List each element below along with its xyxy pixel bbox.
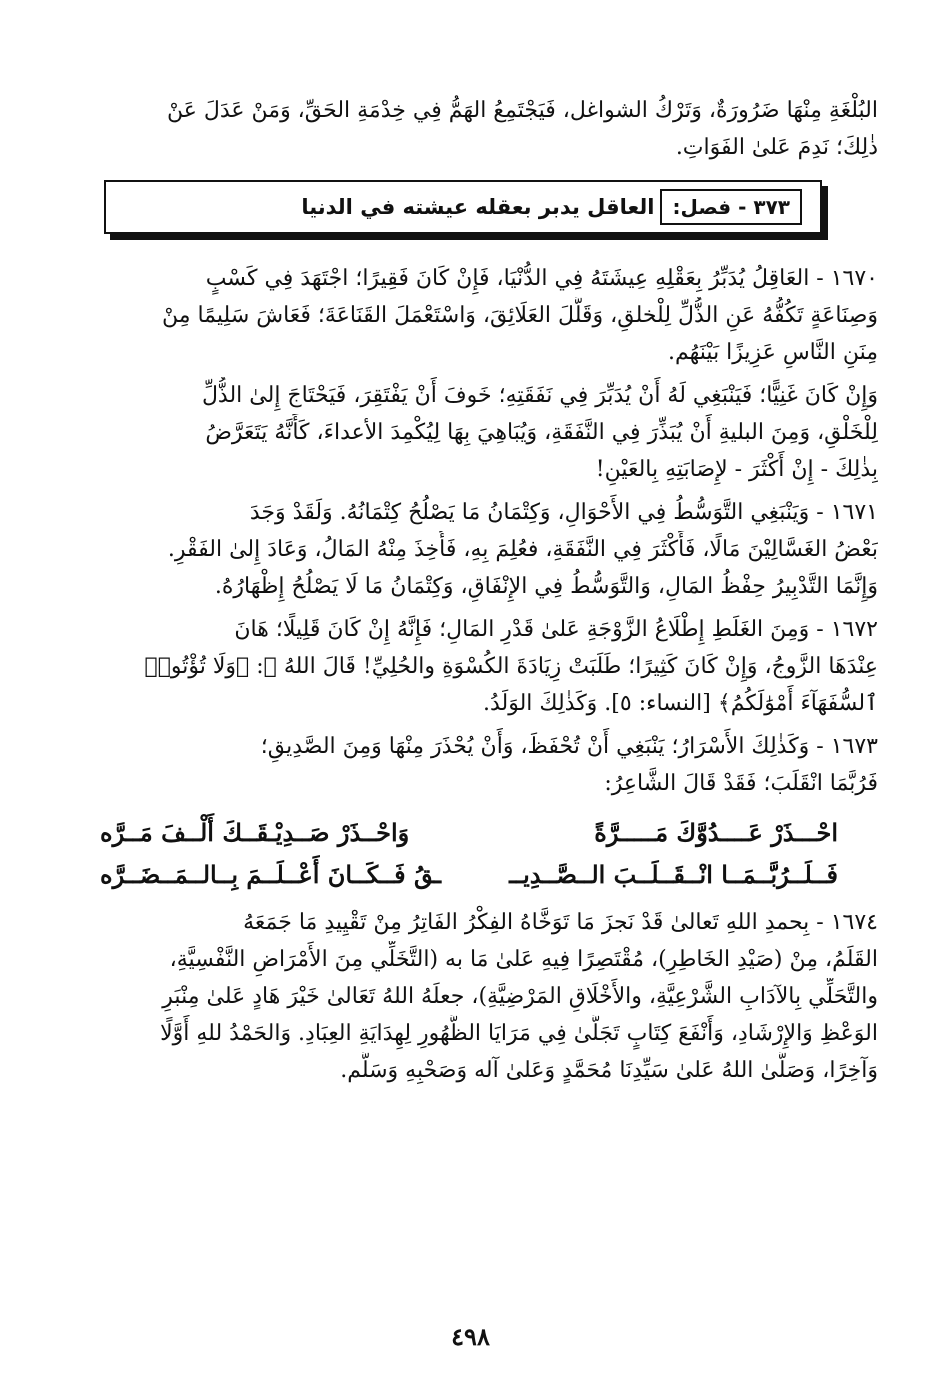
text-line: بَعْضُ الغَسَّالِيْنَ مَالًا، فَأَكْثَرَ فِي النَّفَقَةِ، فعُلِمَ بِهِ، فَأُخِذَ مِنْهُ المَالُ، وَعَادَ إِلىٰ الفَقْرِ. bbox=[167, 537, 878, 562]
poem-verse bbox=[60, 854, 878, 896]
text-line: ١٦٧٤ - بِحمدِ اللهِ تَعالىٰ قَدْ نَجزَ مَا تَوَخَّاهُ الفِكْرُ الفَاتِرُ مِنْ تَقْيِيدِ مَا جَمَعَهُ bbox=[243, 910, 878, 935]
poem-verse bbox=[60, 812, 878, 854]
text-line: وَصِنَاعَةٍ تَكُفُّهُ عَنِ الذُّلِّ لِلْخلقِ، وَقَلَّلَ العَلَائِقَ، وَاسْتَعْمَلَ القَنَاعَةَ؛ فَعَاشَ سَلِيمًا مِنْ bbox=[161, 303, 878, 328]
text-line: الوَعْظِ وَالإِرْشَادِ، وَأَنْفَعَ كِتَابٍ تَجَلَّىٰ فِي مَرَايَا الظُّهُورِ لِهِدَايَةِ العِبَادِ. وَالحَمْدُ للهِ أَوَّلًا bbox=[160, 1021, 878, 1046]
text-line: وَآخِرًا، وَصَلَّىٰ اللهُ عَلىٰ سَيِّدِنَا مُحَمَّدٍ وَعَلىٰ آله وَصَحْبِهِ وَسَلَّم. bbox=[340, 1058, 878, 1083]
text-line: القَلَمُ، مِنْ (صَيْدِ الخَاطِرِ)، مُقْتَصِرًا فِيهِ عَلىٰ مَا به (التَّخَلِّي مِنَ الأَمْرَاضِ النَّفْسِيَّةِ، bbox=[169, 947, 878, 972]
paragraph-rich bbox=[60, 377, 878, 488]
poem-hemistich-first: احْـــذَرْ عَــــدُوَّكَ مَـــــرَّةً bbox=[594, 818, 838, 847]
poem-hemistich-second: ـقُ فَــكَــانَ أَعْــلَــمَ بِــالــمَــضَــرَّه bbox=[100, 860, 441, 889]
text-line: وَإِنَّمَا التَّدْبِيرُ حِفْظُ المَالِ، وَالتَّوَسُّطُ فِي الإِنْفَاقِ، وَكِتْمَانُ مَا لَا يَصْلُحُ إِظْهَارُهُ. bbox=[214, 574, 878, 599]
paragraph-1671 bbox=[60, 494, 878, 605]
text-line: لِلْخَلْقِ، وَمِنَ البليةِ أَنْ يُبَذِّرَ فِي النَّفَقَةِ، وَيُبَاهِيَ بِهَا لِيُكْمِدَ الأعداءَ، كَأَنَّهُ يَتَعَرَّضُ bbox=[205, 420, 878, 445]
section-number: ٣٧٣ - فصل: bbox=[660, 189, 802, 225]
paragraph-1674 bbox=[60, 904, 878, 1089]
poem-hemistich-first: فَــلَــرُبَّــمَــا انْــقَــلَــبَ الــصَّــدِيــ bbox=[509, 860, 838, 889]
text-line: بِذٰلِكَ - إِنْ أَكْثَرَ - لإِصَابَتِهِ بِالعَيْنِ! bbox=[595, 457, 878, 482]
paragraph-1670 bbox=[60, 260, 878, 371]
poem bbox=[60, 812, 878, 896]
text-line: ١٦٧١ - وَيَنْبَغِي التَّوَسُّطُ فِي الأَحْوَالِ، وَكِتْمَانُ مَا يَصْلُحُ كِتْمَانُهُ. وَلَقَدْ وَجَدَ bbox=[249, 500, 878, 525]
text-line: وَإِنْ كَانَ غَنِيًّا؛ فَيَنْبَغِي لَهُ أَنْ يُدَبِّرَ فِي نَفَقَتِهِ؛ خَوفَ أَنْ يَفْتَقِرَ، فَيَحْتَاجَ إِلىٰ الذُّلِّ bbox=[201, 383, 878, 408]
text-line: ١٦٧٢ - وَمِنَ الغَلَطِ إِطْلَاعُ الزَّوْجَةِ عَلىٰ قَدْرِ المَالِ؛ فَإِنَّهُ إِنْ كَانَ قَلِيلًا؛ هَانَ bbox=[234, 617, 878, 642]
poem-hemistich-second: وَاحْــذَرْ صَــدِيْـقَــكَ أَلْــفَ مَــرَّه bbox=[100, 818, 410, 847]
text-line: فَرُبَّمَا انْقَلَبَ؛ فَقَدْ قَالَ الشَّاعِرُ: bbox=[604, 771, 878, 796]
intro-paragraph bbox=[60, 92, 878, 166]
section-heading-box bbox=[104, 180, 822, 234]
page-number: ٤٩٨ bbox=[451, 1322, 490, 1351]
section-title: العاقل يدبر بعقله عيشته في الدنيا bbox=[301, 195, 655, 219]
text-line: والتَّحَلِّي بِالآدَابِ الشَّرْعِيَّةِ، والأَخْلَاقِ المَرْضِيَّةِ)، جعلَهُ اللهُ تَعَالىٰ خَيْرَ هَادٍ عَلىٰ مِنْبَرِ bbox=[162, 984, 878, 1009]
page-body bbox=[60, 92, 878, 1332]
section-heading bbox=[104, 180, 834, 242]
text-line: ذٰلِكَ؛ نَدِمَ عَلىٰ الفَوَاتِ. bbox=[675, 135, 878, 160]
text-line: عِنْدَهَا الزَّوجُ، وَإِنْ كَانَ كَثِيرًا؛ طَلَبَتْ زِيَادَةَ الكُسْوَةِ والحُلِيِّ! قَالَ اللهُ ﷻ: ﴿وَلَا تُؤْتُوا۟ bbox=[144, 654, 878, 679]
paragraph-1673 bbox=[60, 728, 878, 802]
text-line: ٱلسُّفَهَآءَ أَمْوَٰلَكُمُ﴾ [النساء: ٥]. وَكَذٰلِكَ الوَلَدُ. bbox=[482, 691, 878, 716]
text-line: البُلْغَةِ مِنْهَا ضَرُورَةٌ، وَتَرْكُ الشواغل، فَيَجْتَمِعُ الهَمُّ فِي خِدْمَةِ الحَقِّ، وَمَنْ عَدَلَ عَنْ bbox=[167, 98, 878, 123]
text-line: ١٦٧٣ - وَكَذٰلِكَ الأَسْرَارُ؛ يَنْبَغِي أَنْ تُحْفَظَ، وَأَنْ يُحْذَرَ مِنْهَا وَمِنَ الصَّدِيقِ؛ bbox=[260, 734, 878, 759]
text-line: ١٦٧٠ - العَاقِلُ يُدَبِّرُ بِعَقْلِهِ عِيشَتَهُ فِي الدُّنْيَا، فَإِنْ كَانَ فَقِيرًا؛ اجْتَهَدَ فِي كَسْبٍ bbox=[205, 266, 878, 291]
paragraph-1672 bbox=[60, 611, 878, 722]
text-line: مِنَنِ النَّاسِ عَزِيزًا بَيْنَهُم. bbox=[668, 340, 878, 365]
